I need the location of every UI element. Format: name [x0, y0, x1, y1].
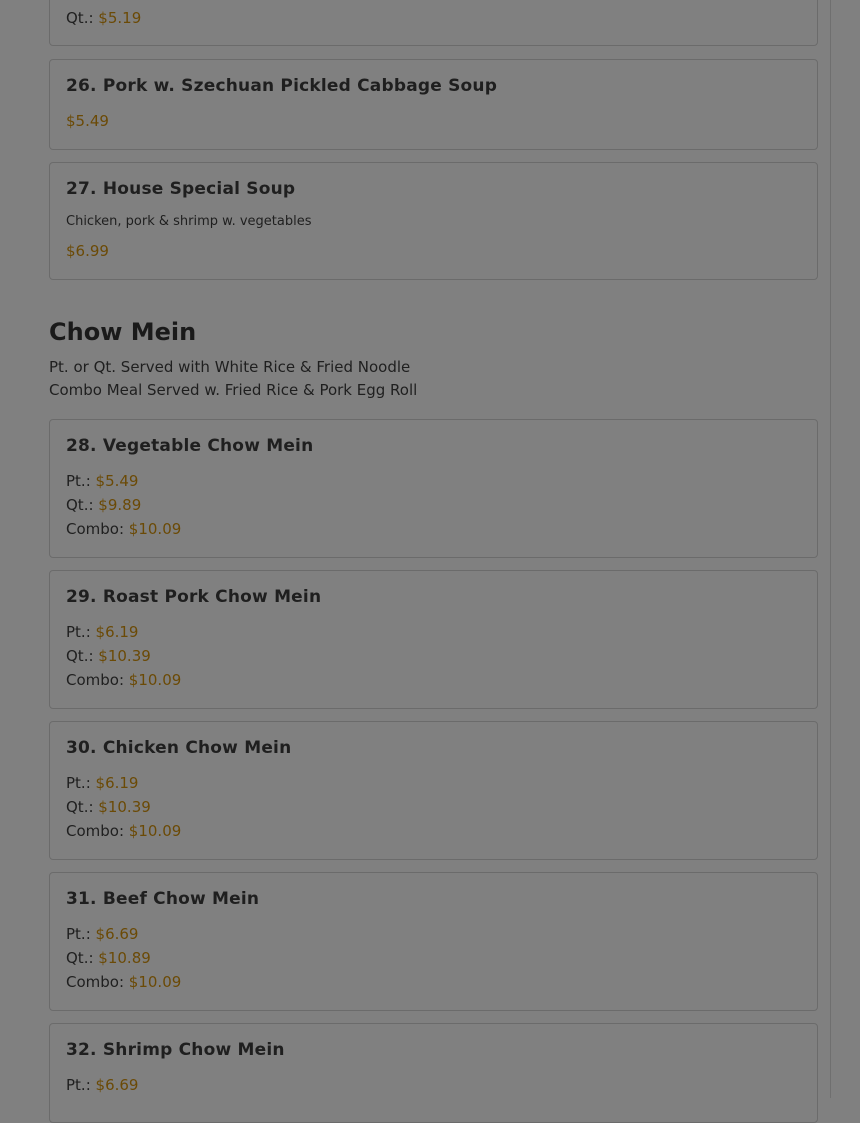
combo-price: $10.09: [128, 973, 182, 991]
price-line-pt: [66, 1076, 138, 1094]
pt-price: $6.69: [95, 1076, 139, 1094]
price-line-pt: [66, 472, 138, 490]
menu-item-card[interactable]: [49, 872, 818, 1011]
price-line-combo: [66, 520, 181, 538]
section-note: Combo Meal Served w. Fried Rice & Pork Egg Roll: [49, 381, 418, 399]
price-line-qt: [66, 9, 141, 27]
combo-label: Combo:: [66, 671, 125, 689]
combo-label: Combo:: [66, 973, 125, 991]
pt-price: $6.19: [95, 623, 139, 641]
pt-label: Pt.:: [66, 774, 91, 792]
item-title: 32. Shrimp Chow Mein: [66, 1040, 285, 1060]
qt-price: $10.39: [98, 647, 151, 665]
section-title: Chow Mein: [49, 318, 197, 346]
menu-item-card[interactable]: [49, 1023, 818, 1123]
item-title: 31. Beef Chow Mein: [66, 889, 260, 909]
qt-price: $5.19: [98, 9, 142, 27]
menu-item-card[interactable]: [49, 419, 818, 558]
item-title: 26. Pork w. Szechuan Pickled Cabbage Soup: [66, 76, 498, 96]
qt-label: Qt.:: [66, 9, 94, 27]
price-line-qt: [66, 496, 141, 514]
item-price: $5.49: [66, 112, 109, 130]
item-title: 30. Chicken Chow Mein: [66, 738, 292, 758]
menu-item-card[interactable]: [49, 0, 818, 46]
price-line-pt: [66, 774, 138, 792]
qt-label: Qt.:: [66, 798, 94, 816]
combo-label: Combo:: [66, 520, 125, 538]
pt-label: Pt.:: [66, 472, 91, 490]
item-title: 28. Vegetable Chow Mein: [66, 436, 314, 456]
pt-label: Pt.:: [66, 623, 91, 641]
pt-label: Pt.:: [66, 925, 91, 943]
combo-price: $10.09: [128, 671, 182, 689]
section-note: Pt. or Qt. Served with White Rice & Fried Noodle: [49, 358, 411, 376]
price-line-combo: [66, 671, 181, 689]
price-line-pt: [66, 925, 138, 943]
qt-price: $10.89: [98, 949, 151, 967]
pt-price: $5.49: [95, 472, 139, 490]
menu-item-card[interactable]: [49, 721, 818, 860]
scroll-edge: [830, 0, 831, 1098]
price-line-qt: [66, 647, 151, 665]
qt-label: Qt.:: [66, 496, 94, 514]
pt-label: Pt.:: [66, 1076, 91, 1094]
price-line-pt: [66, 623, 138, 641]
combo-price: $10.09: [128, 520, 182, 538]
price-line-qt: [66, 798, 151, 816]
combo-label: Combo:: [66, 822, 125, 840]
item-price: $6.99: [66, 242, 109, 260]
item-title: 29. Roast Pork Chow Mein: [66, 587, 322, 607]
price-line-qt: [66, 949, 151, 967]
pt-price: $6.19: [95, 774, 139, 792]
price-line-combo: [66, 973, 181, 991]
combo-price: $10.09: [128, 822, 182, 840]
qt-label: Qt.:: [66, 949, 94, 967]
qt-label: Qt.:: [66, 647, 94, 665]
item-title: 27. House Special Soup: [66, 179, 296, 199]
item-description: Chicken, pork & shrimp w. vegetables: [66, 214, 312, 229]
qt-price: $9.89: [98, 496, 142, 514]
menu-item-card[interactable]: [49, 570, 818, 709]
price-line-combo: [66, 822, 181, 840]
menu-item-card[interactable]: [49, 59, 818, 150]
qt-price: $10.39: [98, 798, 151, 816]
menu-item-card[interactable]: [49, 162, 818, 280]
pt-price: $6.69: [95, 925, 139, 943]
